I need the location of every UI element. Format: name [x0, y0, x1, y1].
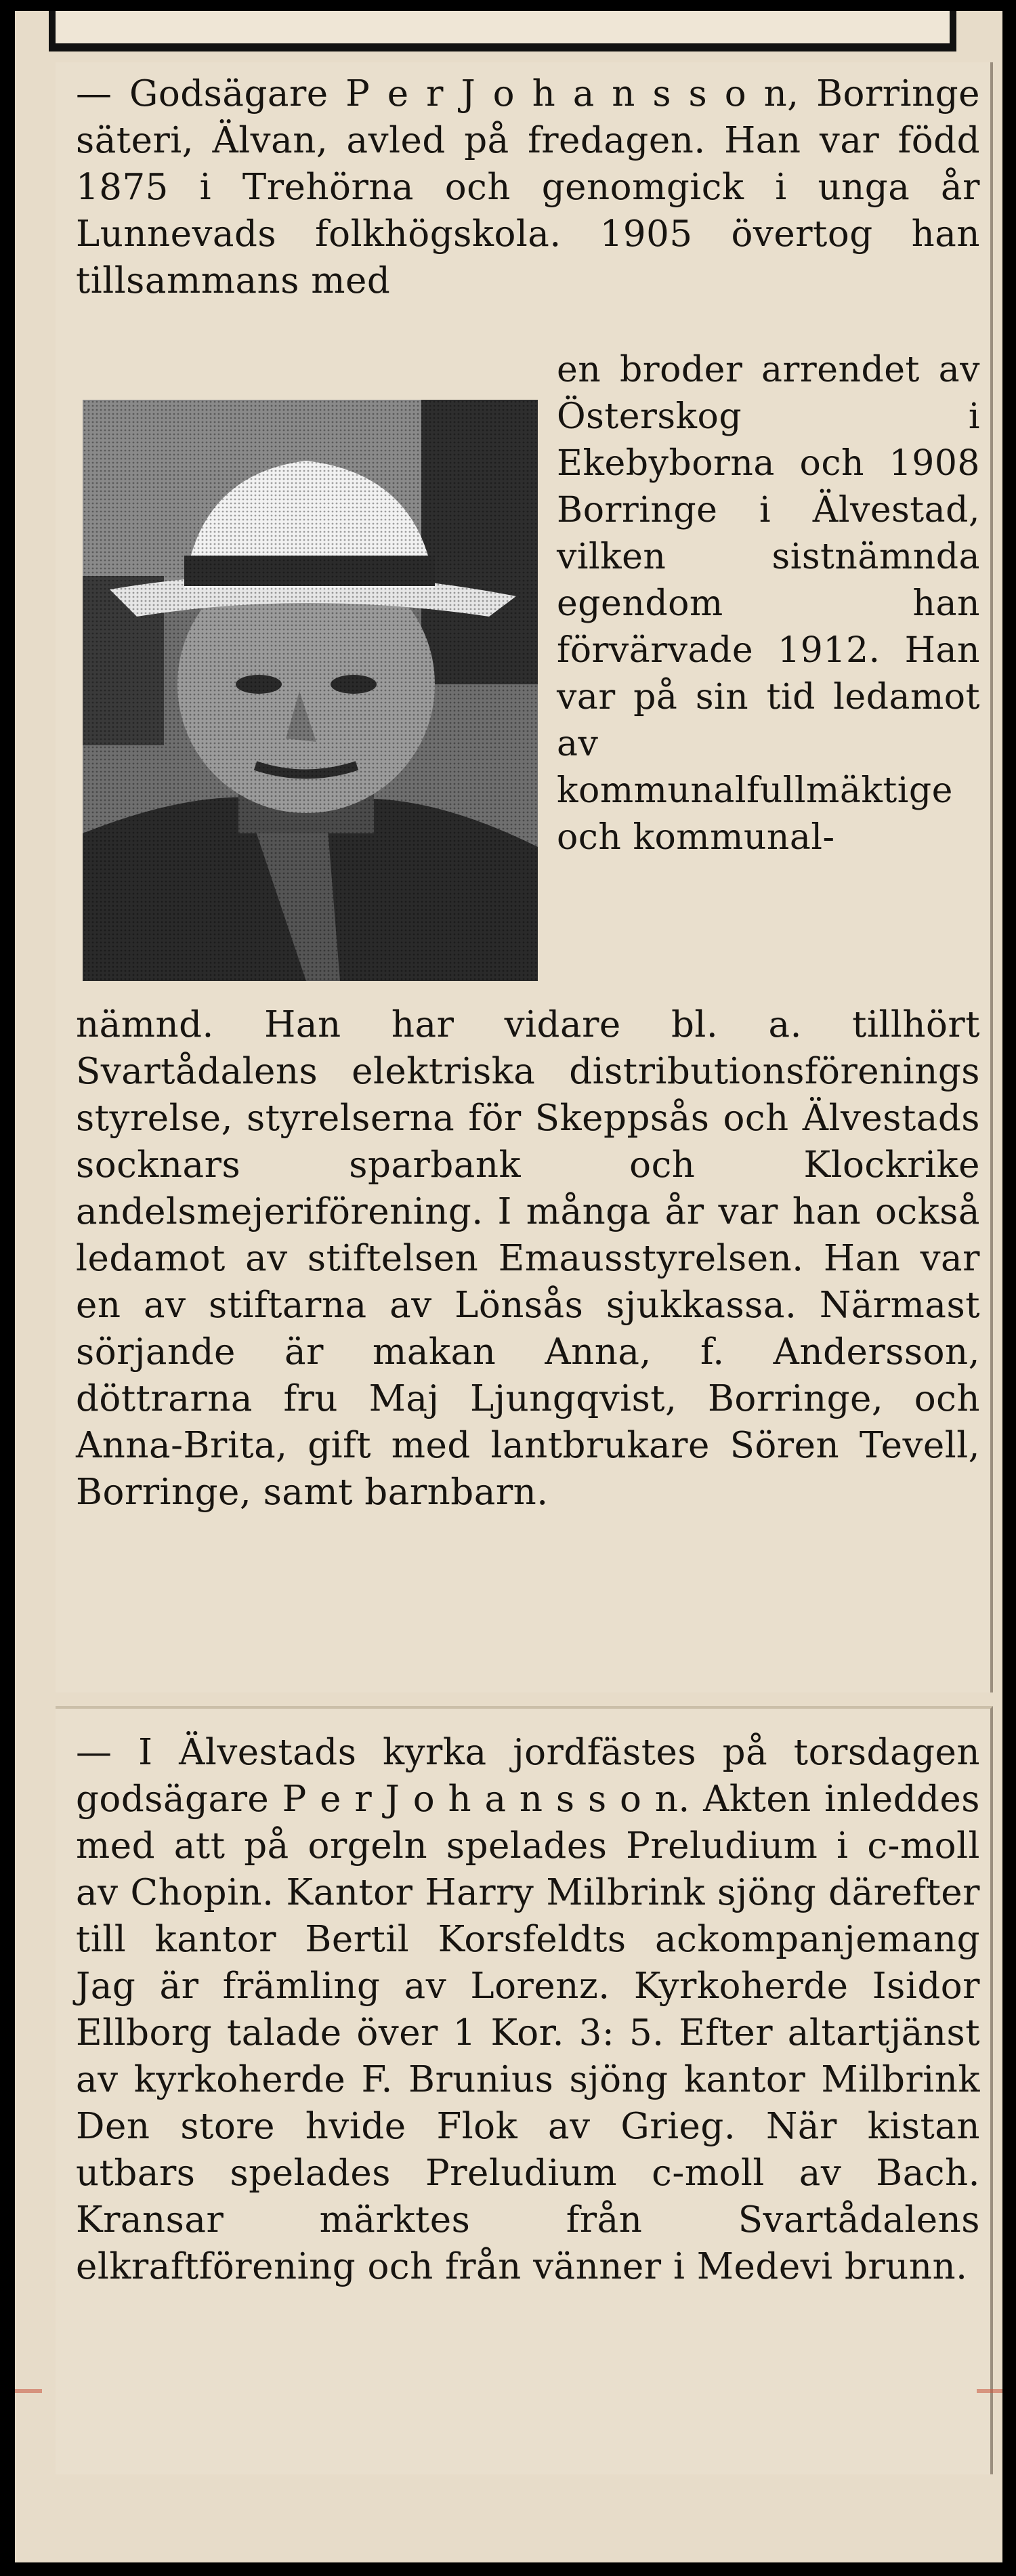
edge-mark-left — [15, 2389, 42, 2393]
obituary-article — [56, 62, 993, 1692]
portrait-photo — [83, 400, 538, 981]
portrait-image — [83, 400, 538, 981]
funeral-article-text: — I Älvestads kyrka jordfästes på torsdagen godsägare P e r J o h a n s s o n. Akten inleddes med att på orgeln spelades Preludium i c-moll av Chopin. Kantor Harry Milbrink sjöng därefter till kantor Bertil Korsfeldts ackompanjemang Jag är främling av Lorenz. Kyrkoherde Isidor Ellborg talade över 1 Kor. 3: 5. Efter altartjänst av kyrkoherde F. Brunius sjöng kantor Milbrink Den store hvide Flok av Grieg. När kistan utbars spelades Preludium c-moll av Bach. Kransar märktes från Svartådalens elkraftförening och från vänner i Medevi brunn. — [76, 1732, 980, 2287]
clipping-background — [15, 11, 1002, 2562]
top-border-rule — [49, 11, 956, 51]
edge-mark-right — [977, 2389, 1002, 2393]
funeral-article — [56, 1706, 993, 2474]
obituary-continued-text: nämnd. Han har vidare bl. a. tillhört Svartådalens elektriska distributionsförenings styrelse, styrelserna för Skeppsås och Älvestads socknars sparbank och Klockrike andelsmejeriförening. I många år var han också ledamot av stiftelsen Emausstyrelsen. Han var en av stiftarna av Lönsås sjukkassa. Närmast sörjande är makan Anna, f. Andersson, döttrarna fru Maj Ljungqvist, Borringe, och Anna-Brita, gift med lantbrukare Sören Tevell, Borringe, samt barnbarn. — [76, 1004, 980, 1513]
obituary-intro-text: — Godsägare P e r J o h a n s s o n, Borringe säteri, Älvan, avled på fredagen. Han var född 1875 i Trehörna och genomgick i unga år Lunnevads folkhögskola. 1905 övertog han tillsammans med — [76, 73, 980, 302]
obituary-text-beside-photo: en broder arrendet av Österskog i Ekebyborna och 1908 Borringe i Älvestad, vilken sistnämnda egendom han förvärvade 1912. Han var på sin tid ledamot av kommunalfullmäktige och kommunal- — [557, 350, 980, 858]
